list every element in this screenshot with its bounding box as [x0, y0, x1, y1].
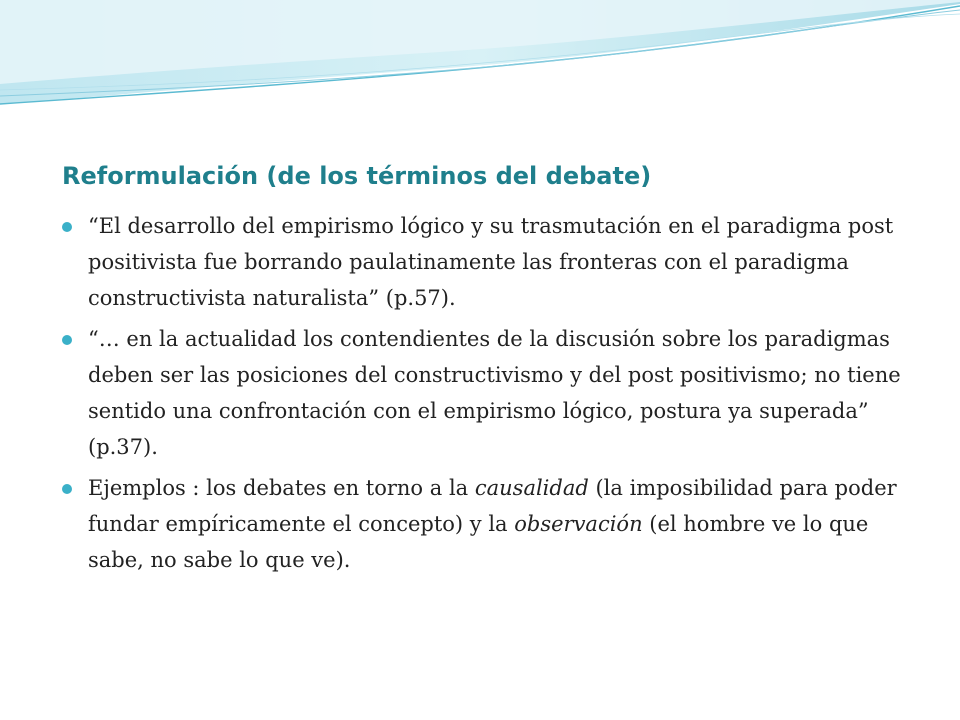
italic-term-causalidad: causalidad [474, 476, 589, 500]
bullet-text: “El desarrollo del empirismo lógico y su trasmutación en el paradigma post positivista fue borrando paulatinamente las fronteras con el paradigma constructivista naturalista” (p.57). [88, 214, 894, 310]
bullet-item-3 [62, 470, 912, 578]
bullet-text: “… en la actualidad los contendientes de la discusión sobre los paradigmas deben ser las posiciones del constructivismo y del post positivismo; no tiene sentido una confrontación con el empirismo lógico, postura ya superada” (p.37). [88, 327, 901, 459]
slide-title: Reformulación (de los términos del debate) [62, 162, 652, 190]
bullet-dot-icon [62, 222, 72, 232]
bullet-text-part: Ejemplos : los debates en torno a la [88, 476, 475, 500]
bullet-dot-icon [62, 484, 72, 494]
italic-term-observacion: observación [514, 512, 643, 536]
bullet-dot-icon [62, 335, 72, 345]
bullet-item-1 [62, 208, 912, 316]
bullet-text [88, 476, 897, 572]
bullet-text-part: (la imposibilidad para poder fundar empíricamente el concepto) y la [88, 476, 897, 536]
bullet-list [62, 208, 912, 583]
bullet-text-part: (el hombre ve lo que sabe, no sabe lo que ve). [88, 512, 869, 572]
wave-band-soft [0, 0, 960, 84]
wave-header-decoration [0, 0, 960, 120]
bullet-item-2 [62, 321, 912, 465]
